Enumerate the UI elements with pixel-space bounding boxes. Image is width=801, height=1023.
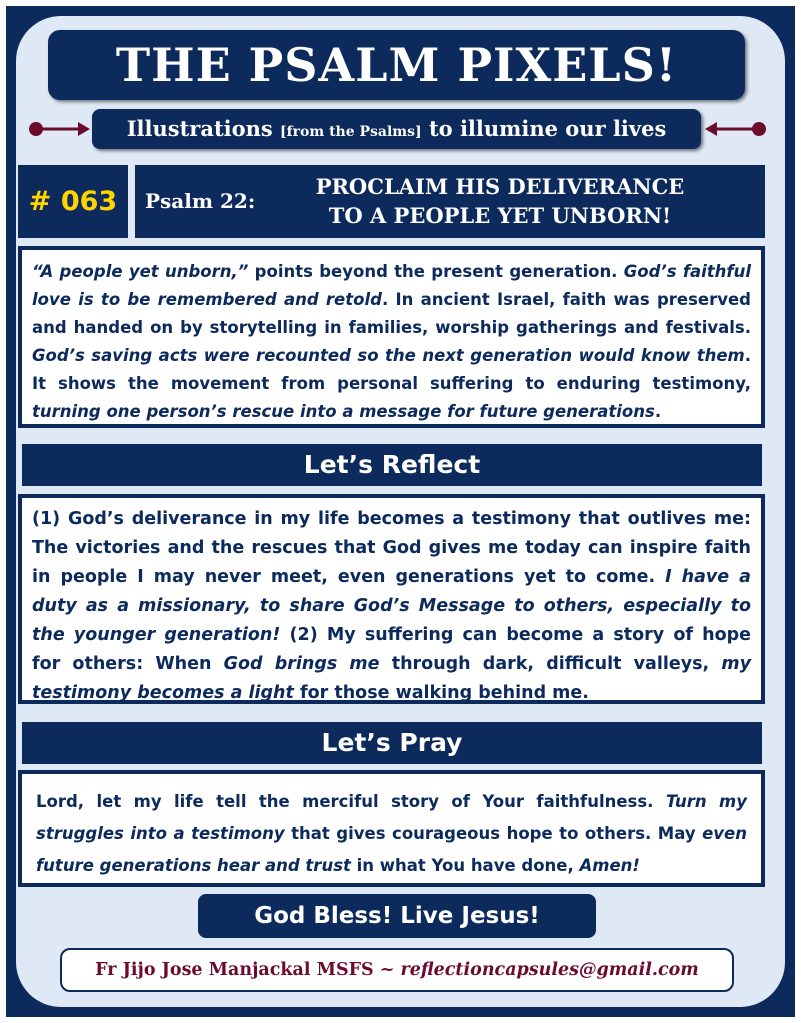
blessing-banner: God Bless! Live Jesus!	[198, 894, 596, 938]
psalm-number-badge: # 063	[18, 165, 128, 238]
reflect-heading: Let’s Reflect	[22, 444, 762, 486]
subtitle-banner	[92, 109, 701, 149]
poster-title: THE PSALM PIXELS!	[48, 30, 745, 100]
psalm-title	[295, 172, 705, 230]
arrow-left-icon	[705, 118, 767, 140]
psalm-title-line1: PROCLAIM HIS DELIVERANCE	[315, 174, 685, 199]
arrow-right-icon	[28, 118, 90, 140]
subtitle-end: to illumine our lives	[428, 116, 667, 141]
pray-text: Lord, let my life tell the merciful story of Your faithfulness. Turn my struggles into a testimony that gives courageous hope to others. May even future generations hear and trust in what You have done, Amen!	[36, 792, 747, 875]
pray-heading: Let’s Pray	[22, 722, 762, 764]
intro-text: “A people yet unborn,” points beyond the present generation. God’s faithful love is to be remembered and retold. In ancient Israel, faith was preserved and handed on by storytelling in families, worship gatherings and festivals. God’s saving acts were recounted so the next generation would know them. It shows the movement from personal suffering to enduring testimony, turning one person’s rescue into a message for future generations.	[32, 262, 752, 421]
subtitle-main: Illustrations	[126, 116, 273, 141]
author-name: Fr Jijo Jose Manjackal MSFS ~	[95, 960, 401, 980]
pray-panel	[18, 770, 765, 887]
intro-panel	[18, 246, 765, 428]
author-footer	[60, 948, 734, 992]
psalm-title-line2: TO A PEOPLE YET UNBORN!	[328, 203, 672, 228]
psalm-label: Psalm 22:	[145, 189, 256, 213]
reflect-panel	[18, 494, 765, 704]
psalm-header	[135, 165, 765, 238]
subtitle-small: [from the Psalms]	[280, 124, 422, 140]
reflect-text: (1) God’s deliverance in my life becomes a testimony that outlives me: The victories and the rescues that God gives me today can inspire faith in people I may never meet, even generations yet to come. I have a duty as a missionary, to share God’s Message to others, especially to the younger generation! (2) My suffering can become a story of hope for others: When God brings me through dark, difficult valleys, my testimony becomes a light for those walking behind me.	[32, 509, 751, 703]
author-email[interactable]: reflectioncapsules@gmail.com	[400, 960, 699, 980]
